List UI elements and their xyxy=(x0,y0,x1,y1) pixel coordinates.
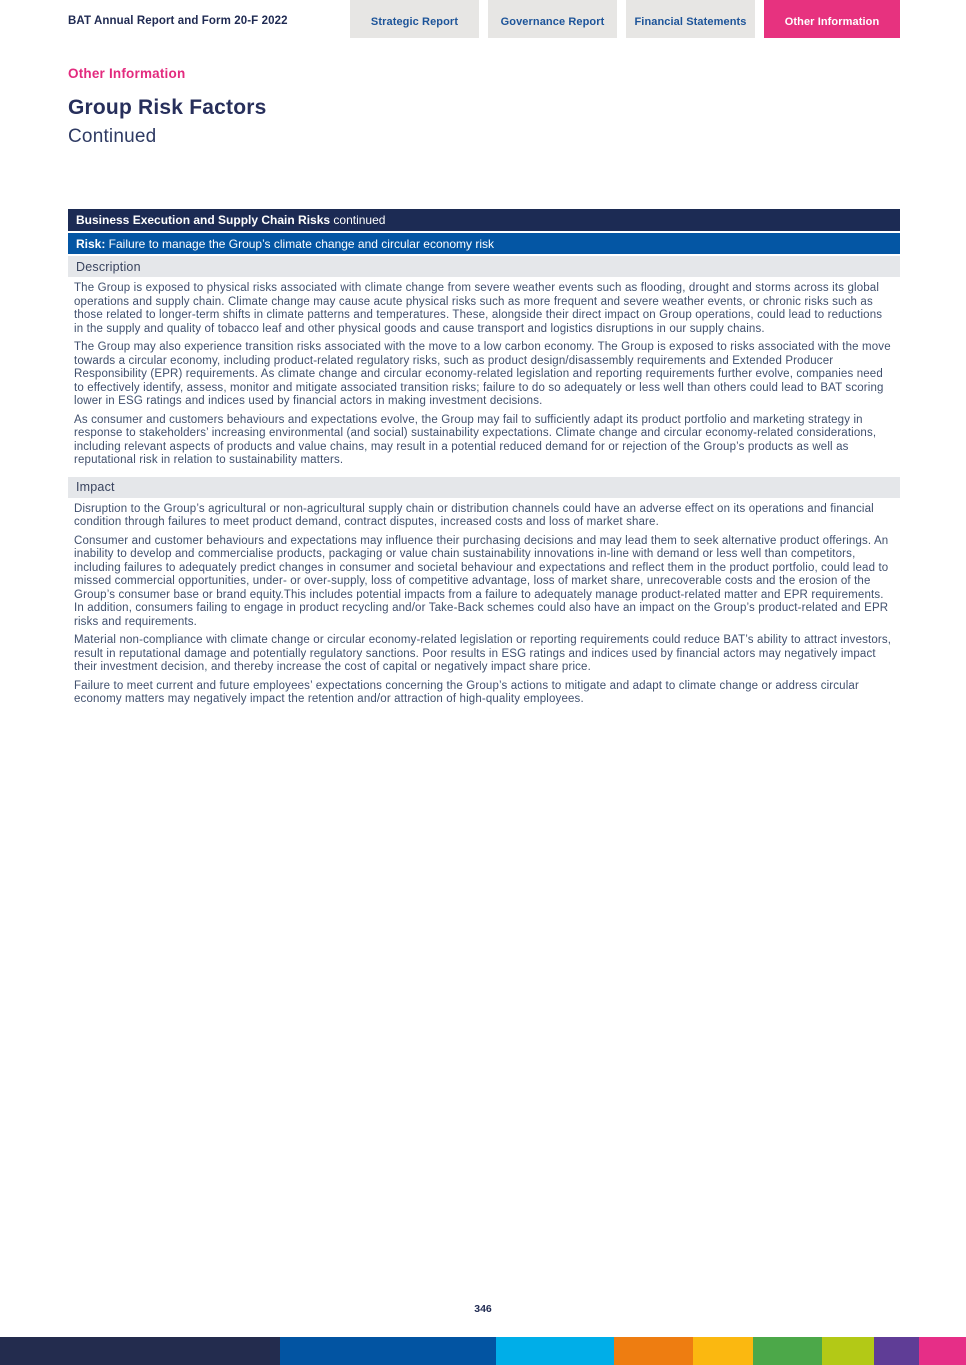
impact-paragraph: Material non-compliance with climate change or circular economy-related legislation or reporting requirements could reduce BAT’s ability to attract investors, result in reputational damage and potentially regulatory sanctions. Poor results in ESG ratings and indices used by financial actors may negatively impact their investment decision, and thereby increase the cost of capital or negatively impact share price. xyxy=(74,634,892,673)
impact-header-label: Impact xyxy=(76,480,115,494)
description-header-bar xyxy=(68,256,900,277)
stripe-segment-orange xyxy=(614,1337,693,1365)
tab-governance-report[interactable]: Governance Report xyxy=(488,0,617,38)
stripe-segment-yellow xyxy=(693,1337,753,1365)
description-body xyxy=(68,277,900,477)
page-title: Group Risk Factors xyxy=(68,96,267,119)
description-paragraph: The Group is exposed to physical risks associated with climate change from severe weather events such as flooding, drought and storms across its global operations and supply chain. Climate change may cause acute physical risks such as more frequent and severe weather events, or chronic risks such as those related to longer-term shifts in climate patterns and temperatures. These, alongside their direct impact on Group operations, could lead to reductions in the supply and quality of tobacco leaf and other physical goods and cause transport and logistics disruptions in our supply chains. xyxy=(74,282,883,335)
tab-strategic-report[interactable]: Strategic Report xyxy=(350,0,479,38)
risk-category-header xyxy=(68,209,900,231)
stripe-segment-blue xyxy=(280,1337,496,1365)
stripe-segment-cyan xyxy=(496,1337,614,1365)
section-tabbar xyxy=(350,0,900,38)
impact-paragraph: Consumer and customer behaviours and expectations may influence their purchasing decisions and may lead them to seek alternative product offerings. An inability to develop and commercialise products, packaging or value chain sustainability innovations in-line with demand or less well than competitors, including failures to adequately predict changes in consumer and societal behaviour and expectations and reflect them in the product portfolio, could lead to missed commercial opportunities, under- or over-supply, loss of competitive advantage, loss of market share, unrecoverable costs and the erosion of the Group’s consumer base or brand equity.This includes potential impacts from a failure to adequately manage product-related matter and EPR requirements. In addition, consumers failing to engage in product recycling and/or Take-Back schemes could also have an impact on the Group’s product-related and EPR risks and requirements. xyxy=(74,534,889,628)
tab-other-information[interactable]: Other Information xyxy=(764,0,900,38)
brand-color-stripe xyxy=(0,1337,966,1365)
tab-financial-statements[interactable]: Financial Statements xyxy=(626,0,755,38)
risk-category-title: Business Execution and Supply Chain Risks xyxy=(76,213,331,227)
risk-title-text: Failure to manage the Group’s climate change and circular economy risk xyxy=(105,236,494,251)
impact-header-bar xyxy=(68,477,900,498)
page-number: 346 xyxy=(474,1303,492,1315)
document-title: BAT Annual Report and Form 20-F 2022 xyxy=(68,15,288,27)
impact-body xyxy=(68,498,900,716)
stripe-segment-navy xyxy=(0,1337,280,1365)
stripe-segment-purple xyxy=(874,1337,919,1365)
stripe-segment-lime xyxy=(822,1337,874,1365)
risk-table xyxy=(68,209,900,716)
page-subtitle: Continued xyxy=(68,126,157,147)
stripe-segment-green xyxy=(753,1337,822,1365)
section-eyebrow: Other Information xyxy=(68,66,186,81)
risk-title-bar xyxy=(68,233,900,254)
description-paragraph: As consumer and customers behaviours and expectations evolve, the Group may fail to sufficiently adapt its product portfolio and marketing strategy in response to stakeholders’ increasing environmental (and social) sustainability expectations. Climate change and circular economy-related considerations, including relevant aspects of products and value chains, may result in a potential reduced demand for or rejection of the Group’s products as well as reputational risk in relation to sustainability matters. xyxy=(74,413,877,466)
impact-paragraph: Disruption to the Group’s agricultural or non-agricultural supply chain or distribution channels could have an adverse effect on its operations and financial condition through failures to meet product demand, contract disputes, increased costs and loss of market share. xyxy=(74,502,874,528)
risk-category-suffix: continued xyxy=(330,213,386,227)
description-header-label: Description xyxy=(76,259,141,274)
description-paragraph: The Group may also experience transition risks associated with the move to a low carbon economy. The Group is exposed to risks associated with the move towards a circular economy, including product-related regulatory risks, such as product design/disassembly requirements and Extended Producer Responsibility (EPR) requirements. As climate change and circular economy-related legislation and reporting requirements further evolve, companies need to effectively identify, assess, monitor and mitigate associated transition risks; failure to do so adequately or less well than others could lead to BAT scoring lower in ESG ratings and indices used by financial actors in making investment decisions. xyxy=(74,341,891,407)
impact-paragraph: Failure to meet current and future employees’ expectations concerning the Group’s actions to mitigate and adapt to climate change or address circular economy matters may negatively impact the retention and/or attraction of high-quality employees. xyxy=(74,679,859,705)
risk-label: Risk: xyxy=(76,236,106,251)
stripe-segment-pink xyxy=(919,1337,966,1365)
